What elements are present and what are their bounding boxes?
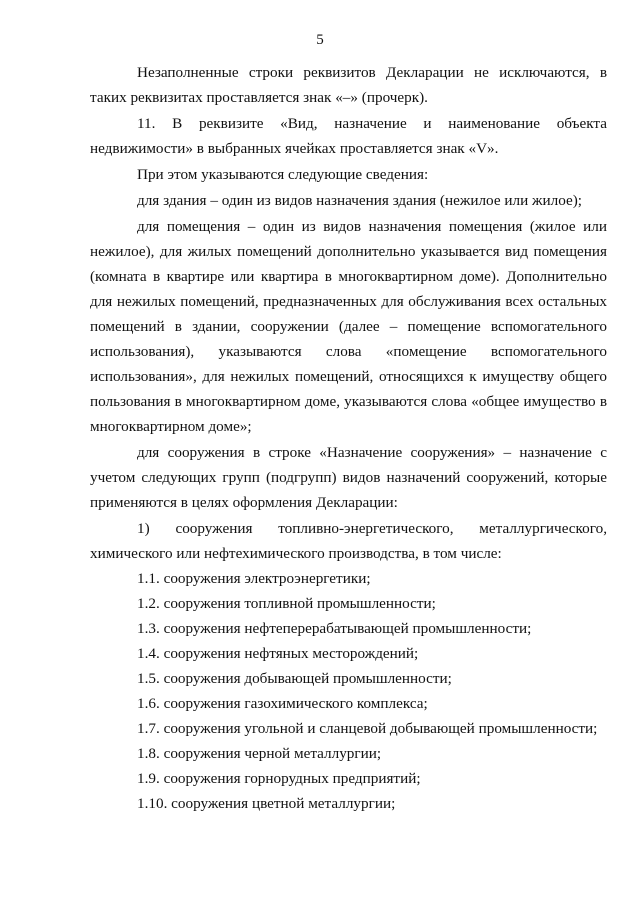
paragraph-structure: для сооружения в строке «Назначение сооружения» – назначение с учетом следующих групп (подгрупп) видов назначений сооружений, которые применяются в целях оформления Декларации: (90, 444, 607, 511)
list-item: 1.5. сооружения добывающей промышленности; (137, 670, 452, 687)
paragraph-building: для здания – один из видов назначения здания (нежилое или жилое); (137, 192, 583, 209)
paragraph-info-intro: При этом указываются следующие сведения: (137, 166, 429, 183)
list-item: 1.6. сооружения газохимического комплекса; (137, 695, 428, 712)
paragraph-group-1: 1) сооружения топливно-энергетического, металлургического, химического или нефтехимического производства, в том числе: (90, 520, 607, 562)
page-number: 5 (316, 32, 324, 48)
list-item: 1.9. сооружения горнорудных предприятий; (137, 770, 421, 787)
list-item: 1.1. сооружения электроэнергетики; (137, 570, 371, 587)
document-body (90, 60, 607, 816)
paragraph-premises: для помещения – один из видов назначения помещения (жилое или нежилое), для жилых помещений дополнительно указывается вид помещения (комната в квартире или квартира в многоквартирном доме). Дополнительно для нежилых помещений, предназначенных для обслуживания всех остальных помещений в здании, сооружении (далее – помещение вспомогательного использования), указываются слова «помещение вспомогательного использования», для нежилых помещений, относящихся к имуществу общего пользования в многоквартирном доме, указываются слова «общее имущество в многоквартирном доме»; (90, 218, 607, 435)
list-item: 1.8. сооружения черной металлургии; (137, 745, 382, 762)
list-item: 1.3. сооружения нефтеперерабатывающей промышленности; (137, 620, 532, 637)
list-item: 1.7. сооружения угольной и сланцевой добывающей промышленности; (137, 720, 598, 737)
list-item: 1.10. сооружения цветной металлургии; (137, 795, 396, 812)
paragraph-empty-rows: Незаполненные строки реквизитов Декларации не исключаются, в таких реквизитах проставляется знак «–» (прочерк). (90, 64, 607, 106)
list-item: 1.4. сооружения нефтяных месторождений; (137, 645, 419, 662)
paragraph-item-11: 11. В реквизите «Вид, назначение и наименование объекта недвижимости» в выбранных ячейках проставляется знак «V». (90, 115, 607, 157)
list-item: 1.2. сооружения топливной промышленности; (137, 595, 436, 612)
